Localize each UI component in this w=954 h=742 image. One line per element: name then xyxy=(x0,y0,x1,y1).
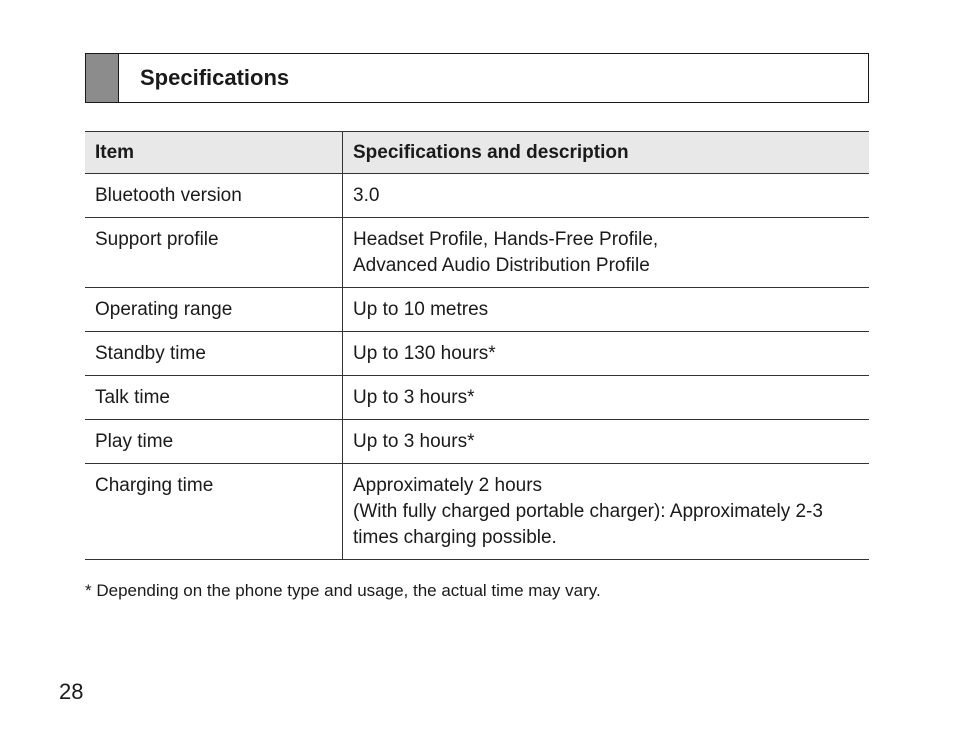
spec-description xyxy=(343,376,870,420)
spec-line: Up to 3 hours* xyxy=(353,387,475,408)
table-row xyxy=(85,376,869,420)
spec-line: Approximately 2 hours xyxy=(353,475,543,496)
spec-description xyxy=(343,288,870,332)
spec-line: Up to 130 hours* xyxy=(353,343,496,364)
spec-line: (With fully charged portable charger): Approximately 2-3 xyxy=(353,501,823,522)
spec-item: Bluetooth version xyxy=(85,174,343,218)
table-row xyxy=(85,174,869,218)
section-title: Specifications xyxy=(140,65,290,90)
spec-item: Play time xyxy=(85,420,343,464)
spec-line: Up to 10 metres xyxy=(353,299,489,320)
spec-item: Operating range xyxy=(85,288,343,332)
table-row xyxy=(85,288,869,332)
spec-description xyxy=(343,174,870,218)
table-row xyxy=(85,464,869,560)
spec-line: times charging possible. xyxy=(353,527,557,548)
column-header-description: Specifications and description xyxy=(343,132,870,174)
table-header-row xyxy=(85,132,869,174)
page-number: 28 xyxy=(59,679,84,704)
spec-line: 3.0 xyxy=(353,185,380,206)
spec-item: Charging time xyxy=(85,464,343,560)
column-header-item: Item xyxy=(85,132,343,174)
spec-description xyxy=(343,332,870,376)
table-row xyxy=(85,218,869,288)
spec-item: Talk time xyxy=(85,376,343,420)
spec-item: Support profile xyxy=(85,218,343,288)
spec-description xyxy=(343,218,870,288)
spec-line: Up to 3 hours* xyxy=(353,431,475,452)
table-row xyxy=(85,332,869,376)
section-header xyxy=(85,53,869,103)
spec-description xyxy=(343,464,870,560)
spec-line: Headset Profile, Hands-Free Profile, xyxy=(353,229,659,250)
spec-line: Advanced Audio Distribution Profile xyxy=(353,255,650,276)
spec-item: Standby time xyxy=(85,332,343,376)
section-marker xyxy=(86,54,119,102)
specifications-table xyxy=(85,131,869,560)
spec-description xyxy=(343,420,870,464)
table-row xyxy=(85,420,869,464)
footnote: * Depending on the phone type and usage, the actual time may vary. xyxy=(85,581,601,600)
